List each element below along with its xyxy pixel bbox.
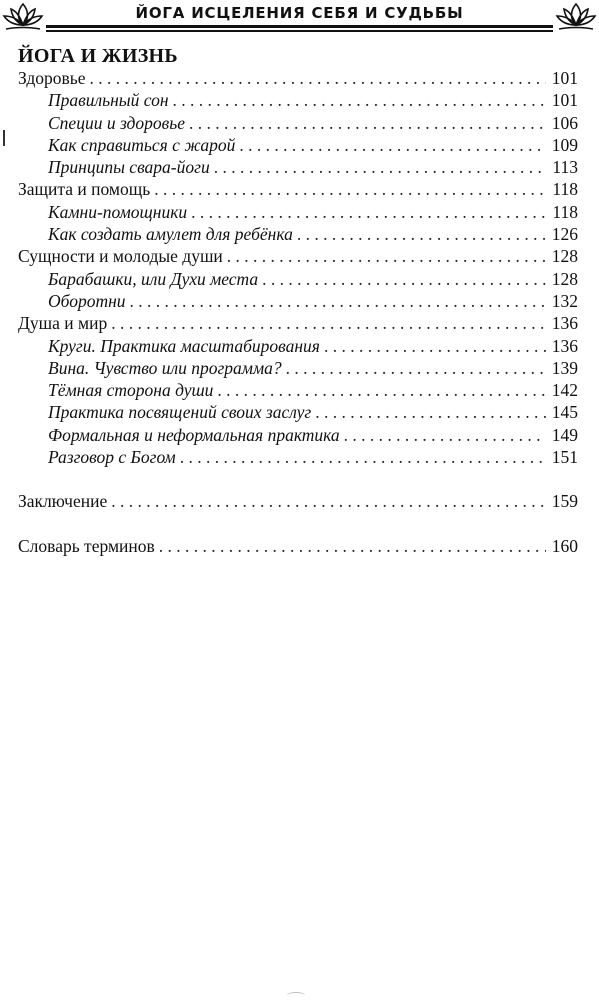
toc-closing-entry[interactable] (18, 535, 578, 557)
toc-subentry[interactable] (18, 134, 578, 156)
toc-subentry[interactable] (18, 335, 578, 357)
toc-page-number: 159 (551, 491, 578, 512)
toc-entry-title: Как создать амулет для ребёнка (48, 224, 293, 245)
dot-leader (286, 357, 546, 379)
toc-closing-entry[interactable] (18, 490, 578, 512)
dot-leader (191, 201, 546, 223)
dot-leader (262, 268, 546, 290)
toc-entry-title: Заключение (18, 491, 108, 512)
spacer (18, 513, 578, 535)
toc-subentry[interactable] (18, 89, 578, 111)
toc-entry-title: Сущности и молодые души (18, 246, 223, 267)
dot-leader (315, 401, 546, 423)
dot-leader (189, 112, 546, 134)
dot-leader (239, 134, 546, 156)
table-of-contents (18, 45, 578, 557)
dot-leader (344, 424, 546, 446)
lotus-icon (2, 0, 44, 34)
running-title: ЙОГА ИСЦЕЛЕНИЯ СЕБЯ И СУДЬБЫ (135, 4, 464, 22)
page-header (0, 0, 599, 42)
toc-page-number: 101 (551, 68, 578, 88)
header-rule (46, 25, 553, 34)
toc-page-number: 151 (551, 447, 578, 468)
dot-leader (111, 312, 546, 334)
toc-entry-title: Душа и мир (18, 313, 108, 334)
toc-page-number: 118 (552, 179, 578, 200)
dot-leader (227, 245, 546, 267)
dot-leader (154, 178, 546, 200)
toc-entry-title: Правильный сон (48, 90, 169, 111)
toc-page-number: 142 (551, 380, 578, 401)
toc-entry-title: Защита и помощь (18, 179, 151, 200)
toc-page-number: 149 (551, 424, 578, 445)
footer-mark (287, 992, 305, 999)
toc-subentry[interactable] (18, 401, 578, 423)
toc-page-number: 113 (552, 157, 578, 178)
toc-page-number: 139 (551, 357, 578, 378)
toc-page-number: 128 (551, 268, 578, 289)
toc-subentry[interactable] (18, 357, 578, 379)
dot-leader (111, 490, 546, 512)
dot-leader (217, 379, 546, 401)
toc-page-number: 160 (551, 535, 578, 556)
toc-page-number: 136 (551, 335, 578, 356)
margin-mark (3, 130, 5, 146)
toc-page-number: 126 (551, 224, 578, 245)
toc-subentry[interactable] (18, 290, 578, 312)
dot-leader (130, 290, 546, 312)
toc-entry-title: Разговор с Богом (48, 447, 176, 468)
dot-leader (159, 535, 546, 557)
toc-section-entry[interactable] (18, 245, 578, 267)
dot-leader (180, 446, 546, 468)
toc-entry-title: Практика посвящений своих заслуг (48, 402, 312, 423)
toc-page-number: 106 (551, 112, 578, 133)
dot-leader (297, 223, 546, 245)
toc-page-number: 132 (551, 290, 578, 311)
toc-entry-title: Вина. Чувство или программа? (48, 357, 282, 378)
toc-subentry[interactable] (18, 268, 578, 290)
toc-subentry[interactable] (18, 112, 578, 134)
toc-section-entry[interactable] (18, 67, 578, 89)
dot-leader (90, 67, 547, 89)
toc-page-number: 136 (551, 313, 578, 334)
dot-leader (173, 89, 546, 111)
toc-entry-title: Барабашки, или Духи места (48, 268, 259, 289)
toc-entry-title: Принципы свара-йоги (48, 157, 210, 178)
toc-page-number: 101 (551, 90, 578, 111)
toc-subentry[interactable] (18, 446, 578, 468)
toc-section-entry[interactable] (18, 312, 578, 334)
spacer (18, 468, 578, 490)
toc-subentry[interactable] (18, 223, 578, 245)
dot-leader (214, 156, 546, 178)
toc-entry-title: Здоровье (18, 68, 86, 88)
toc-entry-title: Оборотни (48, 290, 126, 311)
toc-entry-title: Формальная и неформальная практика (48, 424, 340, 445)
dot-leader (324, 335, 546, 357)
lotus-icon (555, 0, 597, 34)
toc-entry-title: Как справиться с жарой (48, 134, 236, 155)
toc-entry-title: Камни-помощники (48, 201, 188, 222)
toc-section-entry[interactable] (18, 178, 578, 200)
toc-subentry[interactable] (18, 156, 578, 178)
toc-page-number: 128 (551, 246, 578, 267)
toc-page-number: 145 (551, 402, 578, 423)
toc-subentry[interactable] (18, 424, 578, 446)
toc-page-number: 109 (551, 134, 578, 155)
toc-subentry[interactable] (18, 379, 578, 401)
toc-entry-title: Словарь терминов (18, 535, 155, 556)
toc-entry-title: Круги. Практика масштабирования (48, 335, 320, 356)
part-title: ЙОГА И ЖИЗНЬ (18, 45, 178, 67)
toc-entry-title: Специи и здоровье (48, 112, 185, 133)
toc-page-number: 118 (552, 201, 578, 222)
toc-entry-title: Тёмная сторона души (48, 380, 214, 401)
toc-subentry[interactable] (18, 201, 578, 223)
